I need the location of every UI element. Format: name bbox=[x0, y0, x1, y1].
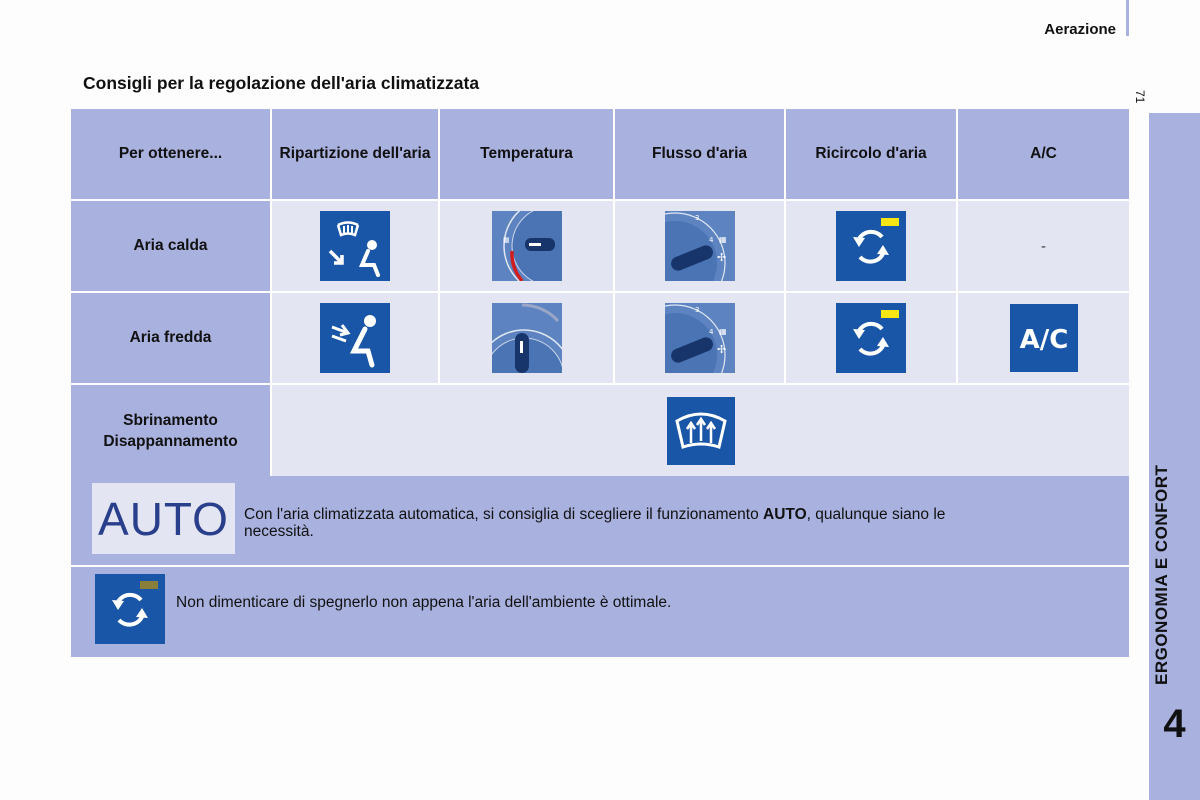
auto-note bbox=[71, 476, 1129, 565]
airflow-feet-windshield-icon bbox=[320, 211, 390, 281]
table-header-row bbox=[71, 109, 1129, 201]
recirculation-note-text: Non dimenticare di spegnerlo non appena l'aria dell'ambiente è ottimale. bbox=[176, 594, 672, 611]
header-cell: Flusso d'aria bbox=[615, 109, 786, 199]
auto-note-text: Con l'aria climatizzata automatica, si consiglia di scegliere il funzionamento AUTO, qualunque siano le necessità. bbox=[244, 506, 946, 540]
row-label-line: Sbrinamento bbox=[123, 412, 218, 429]
page-number: 71 bbox=[1133, 90, 1147, 104]
ac-button-icon bbox=[1010, 304, 1078, 372]
svg-text:3: 3 bbox=[694, 214, 699, 222]
header-cell: Ricircolo d'aria bbox=[786, 109, 958, 199]
header-cell: Per ottenere... bbox=[71, 109, 272, 199]
section-title: Aerazione bbox=[1044, 21, 1116, 38]
temperature-knob-icon bbox=[492, 211, 562, 281]
defrost-icon bbox=[667, 397, 735, 465]
auto-badge: AUTO bbox=[92, 483, 235, 554]
ac-not-applicable: - bbox=[1041, 237, 1046, 255]
svg-text:✢: ✢ bbox=[716, 251, 726, 264]
temperature-knob-icon bbox=[492, 303, 562, 373]
page-title: Consigli per la regolazione dell'aria climatizzata bbox=[83, 73, 480, 93]
row-label-line: Disappannamento bbox=[103, 433, 238, 450]
header-cell: Ripartizione dell'aria bbox=[272, 109, 440, 199]
svg-text:▦: ▦ bbox=[718, 235, 727, 244]
row-label: Aria calda bbox=[71, 201, 272, 291]
recirculation-note bbox=[71, 567, 1129, 657]
fan-speed-knob-icon bbox=[665, 211, 735, 281]
table-row bbox=[71, 293, 1129, 385]
recirculation-icon bbox=[95, 574, 165, 644]
header-cell: A/C bbox=[958, 109, 1129, 199]
table-row bbox=[71, 385, 1129, 477]
chapter-label: ERGONOMIA E CONFORT bbox=[1152, 464, 1171, 685]
svg-text:▦: ▦ bbox=[502, 236, 510, 244]
svg-text:▦: ▦ bbox=[718, 327, 727, 336]
svg-text:✢: ✢ bbox=[716, 343, 726, 356]
row-label: Aria fredda bbox=[71, 293, 272, 383]
ac-label: A/C bbox=[1019, 325, 1068, 355]
svg-text:3: 3 bbox=[694, 306, 699, 314]
header-cell: Temperatura bbox=[440, 109, 615, 199]
svg-text:4: 4 bbox=[708, 328, 713, 336]
svg-text:4: 4 bbox=[708, 236, 713, 244]
airflow-face-icon bbox=[320, 303, 390, 373]
chapter-number: 4 bbox=[1163, 702, 1186, 746]
recirculation-icon bbox=[836, 303, 906, 373]
header-divider bbox=[1126, 0, 1129, 36]
row-label bbox=[71, 385, 272, 477]
table-row bbox=[71, 201, 1129, 293]
fan-speed-knob-icon bbox=[665, 303, 735, 373]
recirculation-icon bbox=[836, 211, 906, 281]
climate-table bbox=[71, 109, 1129, 477]
